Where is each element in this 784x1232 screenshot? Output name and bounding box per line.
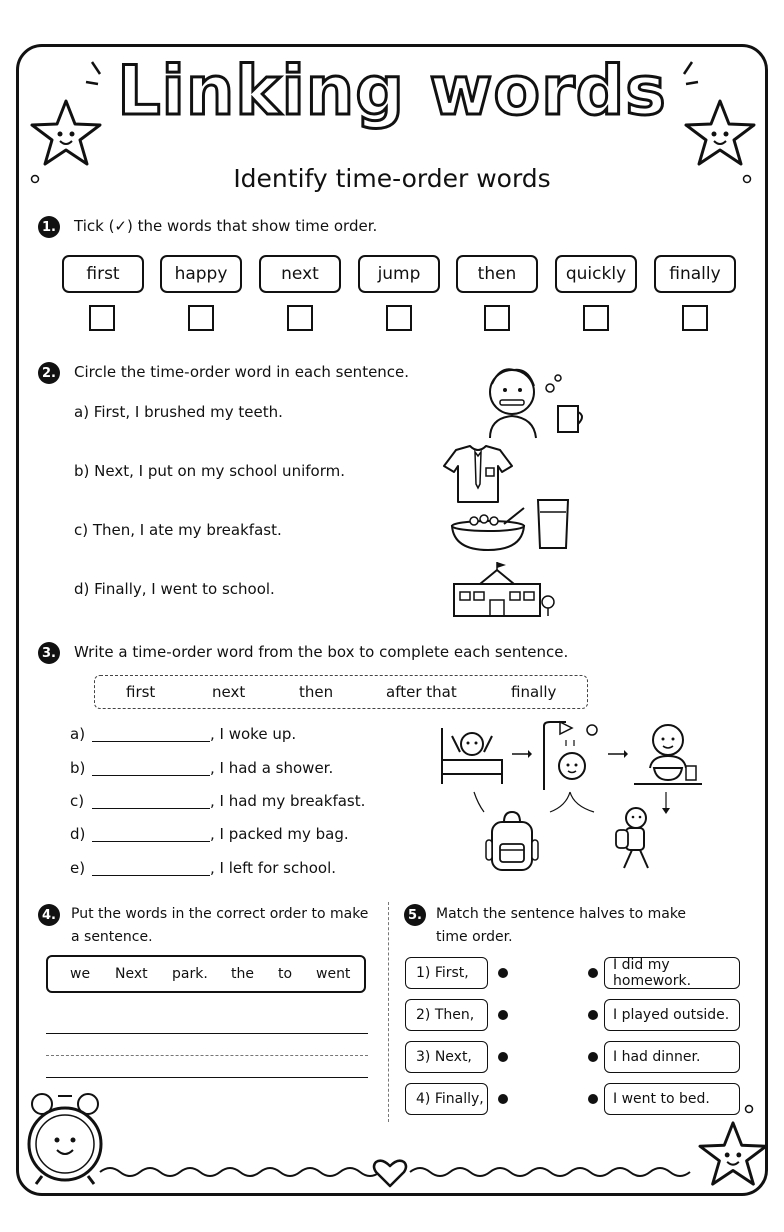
match-dot[interactable] <box>498 1052 508 1062</box>
alarm-clock-icon <box>22 1088 108 1188</box>
walking-boy-icon <box>612 806 658 872</box>
word-box: next <box>259 255 341 293</box>
tick-checkbox[interactable] <box>188 305 214 331</box>
boy-showering-icon <box>536 720 602 792</box>
arrow-right-icon <box>512 748 532 760</box>
boy-waking-up-icon <box>438 722 510 786</box>
question-number: 5. <box>404 904 426 926</box>
glass-icon <box>536 498 570 550</box>
match-left-item[interactable]: 2) Then, <box>405 999 488 1031</box>
match-dot[interactable] <box>588 1010 598 1020</box>
word-box: first <box>62 255 144 293</box>
heart-icon <box>372 1158 408 1190</box>
question-instruction: Circle the time-order word in each sentence. <box>74 363 410 381</box>
match-dot[interactable] <box>588 1052 598 1062</box>
tick-checkbox[interactable] <box>484 305 510 331</box>
bank-word: then <box>299 683 334 701</box>
jumble-word: Next <box>115 966 148 982</box>
match-dot[interactable] <box>588 968 598 978</box>
word-box: quickly <box>555 255 637 293</box>
match-right-item[interactable]: I went to bed. <box>604 1083 740 1115</box>
tick-checkbox[interactable] <box>583 305 609 331</box>
jumble-word: to <box>278 966 293 982</box>
jumble-word: we <box>70 966 91 982</box>
item-label: c) <box>70 792 85 810</box>
tick-checkbox[interactable] <box>89 305 115 331</box>
sentence[interactable]: c) Then, I ate my breakfast. <box>74 521 282 539</box>
bank-word: after that <box>386 683 457 701</box>
shirt-icon <box>442 444 514 504</box>
item-label: b) <box>70 759 86 777</box>
word-box: happy <box>160 255 242 293</box>
tick-checkbox[interactable] <box>287 305 313 331</box>
item-text: , I left for school. <box>210 859 337 877</box>
question-number: 2. <box>38 362 60 384</box>
boy-brushing-teeth-icon <box>470 360 585 440</box>
answer-blank[interactable] <box>92 793 210 809</box>
question-instruction: Write a time-order word from the box to complete each sentence. <box>74 643 569 661</box>
jumble-word: park. <box>172 966 208 982</box>
match-left-item[interactable]: 4) Finally, <box>405 1083 488 1115</box>
item-text: , I packed my bag. <box>210 825 349 843</box>
match-dot[interactable] <box>498 968 508 978</box>
answer-blank[interactable] <box>92 826 210 842</box>
boy-eating-breakfast-icon <box>632 720 704 788</box>
match-right-item[interactable]: I played outside. <box>604 999 740 1031</box>
writing-guide-line <box>46 1044 368 1056</box>
answer-blank[interactable] <box>92 726 210 742</box>
match-right-item[interactable]: I did my homework. <box>604 957 740 989</box>
match-dot[interactable] <box>588 1094 598 1104</box>
tick-checkbox[interactable] <box>386 305 412 331</box>
jumble-word: went <box>316 966 351 982</box>
match-dot[interactable] <box>498 1094 508 1104</box>
section-divider <box>388 902 389 1122</box>
page-subtitle: Identify time-order words <box>233 164 551 193</box>
match-left-item[interactable]: 3) Next, <box>405 1041 488 1073</box>
writing-line[interactable] <box>46 1022 368 1034</box>
item-text: , I woke up. <box>210 725 297 743</box>
answer-blank[interactable] <box>92 760 210 776</box>
question-instruction: a sentence. <box>71 929 153 945</box>
tick-checkbox[interactable] <box>682 305 708 331</box>
arrow-right-icon <box>608 748 628 760</box>
star-icon <box>698 1120 768 1188</box>
bank-word: first <box>126 683 156 701</box>
bank-word: finally <box>511 683 557 701</box>
page-title: Linking words <box>117 52 667 131</box>
item-text: , I had my breakfast. <box>210 792 366 810</box>
word-box: then <box>456 255 538 293</box>
answer-blank[interactable] <box>92 860 210 876</box>
match-dot[interactable] <box>498 1010 508 1020</box>
match-left-item[interactable]: 1) First, <box>405 957 488 989</box>
question-instruction: Tick (✓) the words that show time order. <box>74 217 378 235</box>
item-label: a) <box>70 725 86 743</box>
word-box: finally <box>654 255 736 293</box>
question-instruction: time order. <box>436 929 513 945</box>
question-number: 3. <box>38 642 60 664</box>
match-right-item[interactable]: I had dinner. <box>604 1041 740 1073</box>
word-box: jump <box>358 255 440 293</box>
question-number: 4. <box>38 904 60 926</box>
backpack-icon <box>484 810 540 874</box>
sentence[interactable]: a) First, I brushed my teeth. <box>74 403 283 421</box>
bank-word: next <box>212 683 246 701</box>
writing-line[interactable] <box>46 1066 368 1078</box>
jumble-word: the <box>231 966 254 982</box>
item-label: e) <box>70 859 86 877</box>
sentence[interactable]: d) Finally, I went to school. <box>74 580 275 598</box>
cereal-bowl-icon <box>448 506 530 552</box>
item-text: , I had a shower. <box>210 759 334 777</box>
question-instruction: Put the words in the correct order to make <box>71 906 369 922</box>
item-label: d) <box>70 825 86 843</box>
question-instruction: Match the sentence halves to make <box>436 906 687 922</box>
sentence[interactable]: b) Next, I put on my school uniform. <box>74 462 345 480</box>
circle-dot-icon <box>744 1104 754 1114</box>
question-number: 1. <box>38 216 60 238</box>
school-icon <box>450 562 554 618</box>
